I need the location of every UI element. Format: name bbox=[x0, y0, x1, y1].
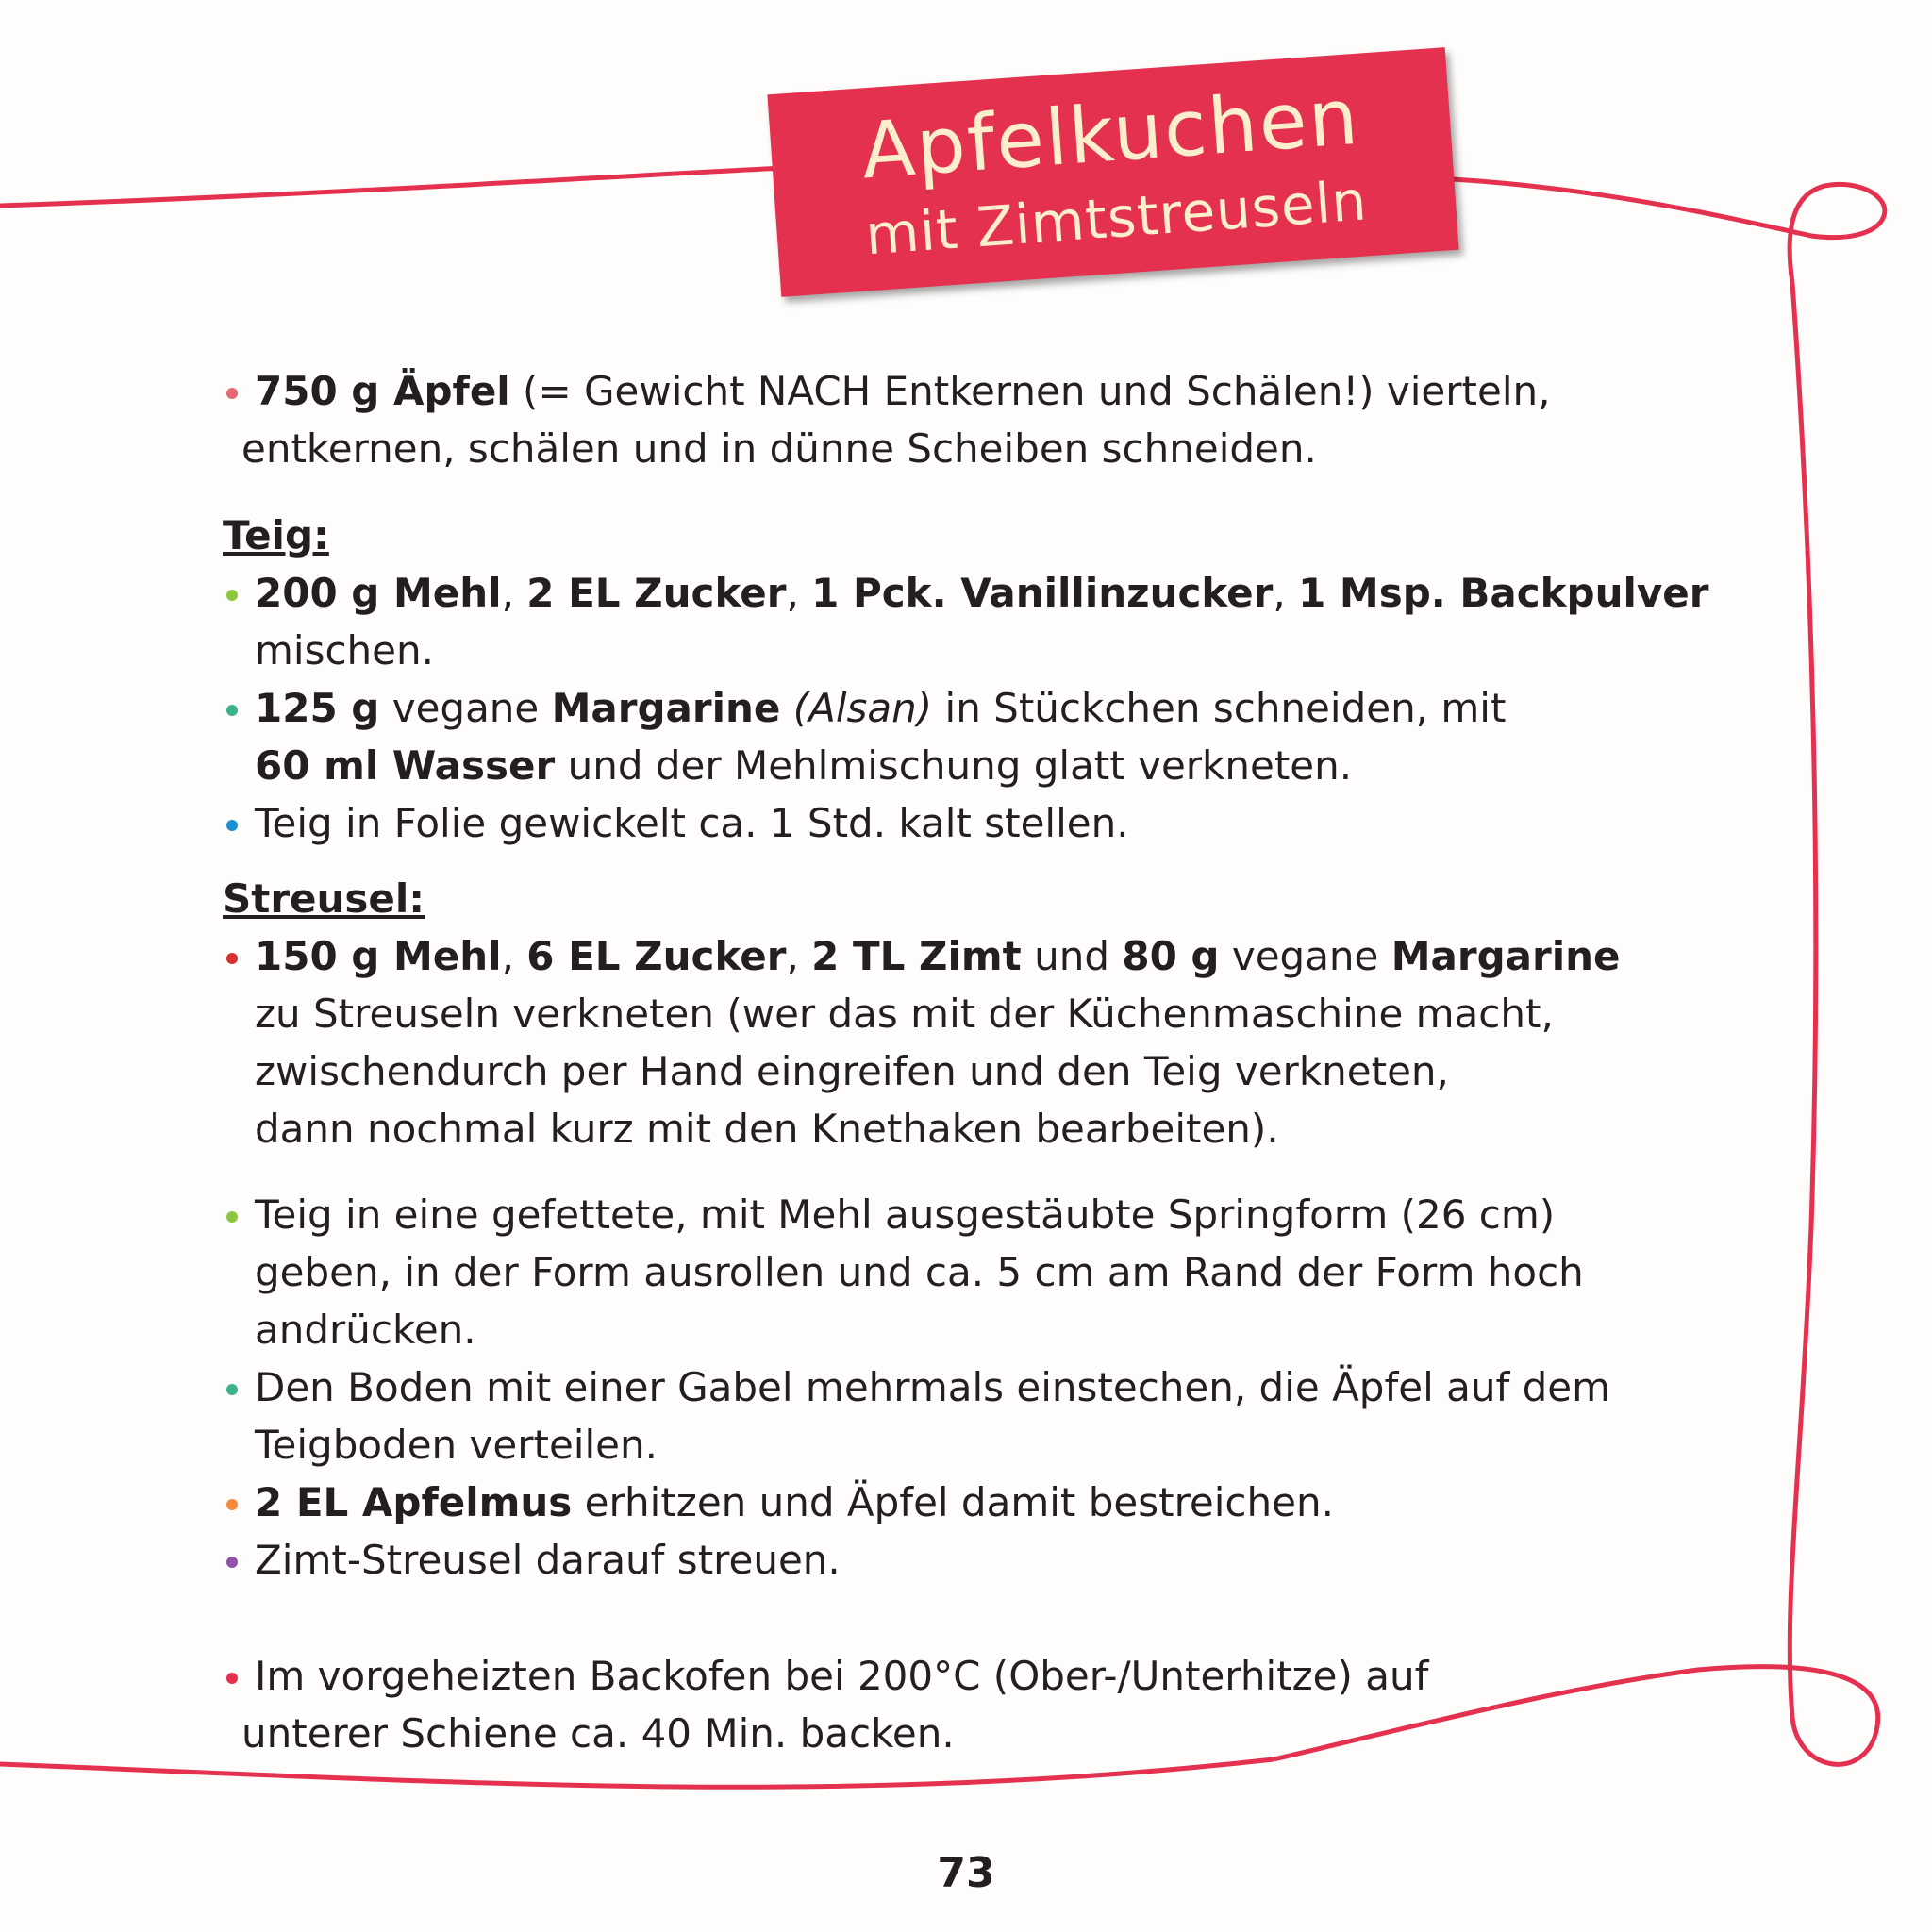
list-item: Den Boden mit einer Gabel mehrmals einstechen, die Äpfel auf dem bbox=[223, 1358, 1732, 1416]
bullet-dot bbox=[226, 388, 238, 399]
bullet-dot bbox=[226, 1211, 238, 1223]
intro-step: 750 g Äpfel (= Gewicht NACH Entkernen und Schälen!) vierteln, entkernen, schälen und in dünne Scheiben schneiden. bbox=[223, 362, 1732, 477]
recipe-subtitle: mit Zimtstreuseln bbox=[863, 168, 1370, 268]
bullet-dot bbox=[226, 953, 238, 964]
bullet-dot bbox=[226, 1557, 238, 1568]
bake-step: Im vorgeheizten Backofen bei 200°C (Ober-/Unterhitze) auf unterer Schiene ca. 40 Min. backen. bbox=[223, 1647, 1732, 1762]
bullet-dot bbox=[226, 820, 238, 831]
teig-heading: Teig: bbox=[223, 512, 329, 558]
list-item: 125 g vegane Margarine (Alsan) in Stückchen schneiden, mit bbox=[223, 679, 1732, 737]
list-item: Teig in eine gefettete, mit Mehl ausgestäubte Springform (26 cm) bbox=[223, 1186, 1732, 1243]
list-item: Zimt-Streusel darauf streuen. bbox=[223, 1531, 1732, 1589]
bullet-dot bbox=[226, 590, 238, 601]
bullet-dot bbox=[226, 1673, 238, 1684]
list-item: Teig in Folie gewickelt ca. 1 Std. kalt stellen. bbox=[223, 794, 1732, 852]
list-item: Im vorgeheizten Backofen bei 200°C (Ober-/Unterhitze) auf bbox=[223, 1647, 1732, 1705]
bullet-dot bbox=[226, 1384, 238, 1395]
list-item: 750 g Äpfel (= Gewicht NACH Entkernen und Schälen!) vierteln, bbox=[223, 362, 1732, 420]
page-number: 73 bbox=[937, 1849, 995, 1897]
streusel-step-1: 150 g Mehl, 6 EL Zucker, 2 TL Zimt und 80 g vegane Margarine zu Streuseln verkneten (wer das mit der Küchenmaschine macht, zwischendurch per Hand eingreifen und den Teig verkneten, dann nochmal kurz mit den Knethaken bearbeiten). bbox=[223, 927, 1732, 1158]
list-item: 200 g Mehl, 2 EL Zucker, 1 Pck. Vanillinzucker, 1 Msp. Backpulver mischen. bbox=[223, 564, 1732, 679]
teig-steps: 200 g Mehl, 2 EL Zucker, 1 Pck. Vanillinzucker, 1 Msp. Backpulver mischen. 125 g vegane Margarine (Alsan) in Stückchen schneiden, mit 60 ml Wasser und der Mehlmischung glatt verkneten. Teig in Folie gewickelt ca. 1 Std. kalt stellen. bbox=[223, 564, 1732, 852]
bullet-dot bbox=[226, 705, 238, 716]
streusel-heading: Streusel: bbox=[223, 875, 425, 922]
bullet-dot bbox=[226, 1499, 238, 1510]
streusel-steps: Teig in eine gefettete, mit Mehl ausgestäubte Springform (26 cm) geben, in der Form ausrollen und ca. 5 cm am Rand der Form hoch andrücken. Den Boden mit einer Gabel mehrmals einstechen, die Äpfel auf dem Teigboden verteilen. 2 EL Apfelmus erhitzen und Äpfel damit bestreichen. Zimt-Streusel darauf streuen. bbox=[223, 1186, 1732, 1589]
list-item: 150 g Mehl, 6 EL Zucker, 2 TL Zimt und 80 g vegane Margarine bbox=[223, 927, 1732, 985]
list-item: 2 EL Apfelmus erhitzen und Äpfel damit bestreichen. bbox=[223, 1474, 1732, 1531]
recipe-title: Apfelkuchen bbox=[858, 72, 1363, 197]
